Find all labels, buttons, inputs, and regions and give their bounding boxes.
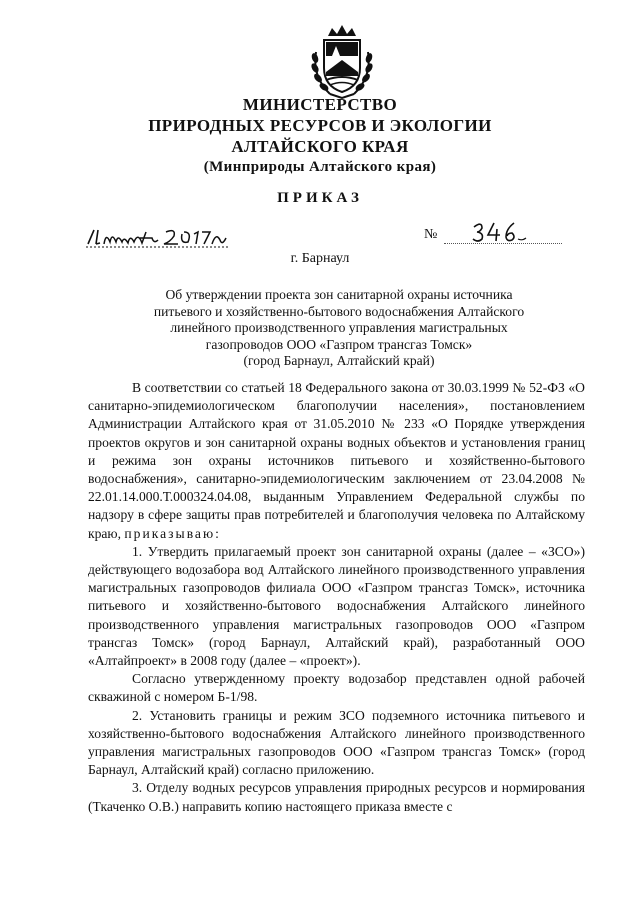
item-1: 1. Утвердить прилагаемый проект зон санитарной охраны (далее – «ЗСО») действующего водозабора вод Алтайского линейного производственного управления магистральных газопроводов филиала ООО «Газпром трансгаз Томск», источника питьевого и хозяйственно-бытового водоснабжения Алтайского линейного производственного управления магистральных газопроводов ООО «Газпром трансгаз Томск» (город Барнаул, Алтайский край), разработанный ООО «Алтайпроект» в 2008 году (далее – «проект»).	[88, 543, 585, 669]
preamble-paragraph	[88, 379, 585, 543]
item-1-note: Согласно утвержденному проекту водозабор представлен одной рабочей скважиной с номером Б-1/98.	[88, 671, 585, 705]
coat-of-arms-icon	[306, 22, 378, 102]
handwritten-date	[84, 224, 234, 250]
item-3: 3. Отделу водных ресурсов управления природных ресурсов и нормирования (Ткаченко О.В.) направить копию настоящего приказа вместе с	[88, 780, 585, 814]
decree-word: приказываю:	[124, 525, 221, 541]
preamble-text: В соответствии со статьей 18 Федерального закона от 30.03.1999 № 52-ФЗ «О санитарно-эпидемиологическом благополучии населения», постановлением Администрации Алтайского края от 31.05.2010 № 233 «О Порядке утверждения проектов округов и зон санитарной охраны водных объектов и установления границ и режима зон охраны источников питьевого и хозяйственно-бытового водоснабжения», санитарно-эпидемиологическим заключением от 23.04.2008 № 22.01.14.000.Т.000324.04.08, выданным Управлением Федеральной службы по надзору в сфере защиты прав потребителей и благополучия человека по Алтайскому краю,	[88, 380, 585, 541]
item-2: 2. Установить границы и режим ЗСО подземного источника питьевого и хозяйственно-бытового водоснабжения Алтайского линейного производственного управления магистральных газопроводов ООО «Газпром трансгаз Томск» (город Барнаул, Алтайский край) согласно приложению.	[88, 707, 585, 778]
document-title: ПРИКАЗ	[277, 190, 363, 206]
order-number-label: №	[424, 227, 438, 242]
subject-line: Об утверждении проекта зон санитарной охраны источника	[165, 287, 513, 302]
subject-line: питьевого и хозяйственно-бытового водоснабжения Алтайского	[153, 303, 525, 319]
subject-line: (город Барнаул, Алтайский край)	[243, 353, 435, 368]
handwritten-order-number	[470, 219, 530, 245]
subject-line: газопроводов ООО «Газпром трансгаз Томск»	[205, 336, 473, 352]
subject-line: линейного производственного управления магистральных	[170, 320, 508, 335]
org-name-line2: ПРИРОДНЫХ РЕСУРСОВ И ЭКОЛОГИИ	[148, 116, 492, 135]
org-short-name: (Минприроды Алтайского края)	[203, 159, 437, 175]
order-body	[88, 379, 585, 816]
org-name-line1: МИНИСТЕРСТВО	[242, 95, 398, 114]
org-name-line3: АЛТАЙСКОГО КРАЯ	[231, 137, 409, 156]
order-subject	[150, 287, 528, 370]
city-name: г. Барнаул	[290, 251, 350, 266]
